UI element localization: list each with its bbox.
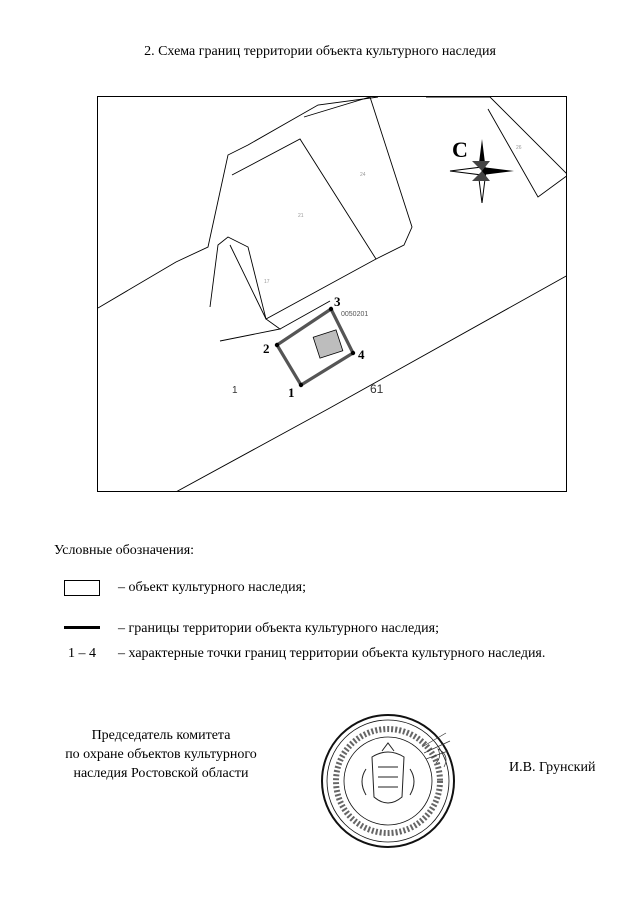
legend-item-boundary	[54, 621, 574, 641]
signatory-position-line-2: по охране объектов культурного	[65, 747, 257, 762]
parcel-outline-26	[426, 97, 567, 197]
parcel-outline-17	[210, 237, 280, 341]
parcel-outline-24	[304, 97, 412, 259]
cadastral-number: 0050201	[341, 311, 369, 318]
parcel-label-1: 1	[232, 385, 238, 396]
legend-object-text: – объект культурного наследия;	[118, 580, 306, 595]
boundary-point-label-3: 3	[334, 294, 341, 309]
boundary-point-1-marker	[299, 383, 303, 387]
parcel-label-24: 24	[360, 172, 366, 178]
boundary-point-label-2: 2	[263, 341, 270, 356]
legend-heading: Условные обозначения:	[54, 543, 195, 558]
page-title: 2. Схема границ территории объекта культурного наследия	[144, 44, 496, 59]
legend-boundary-swatch	[64, 626, 100, 629]
site-plan-map	[97, 96, 567, 492]
seal-stamp-icon	[318, 711, 458, 851]
official-seal	[318, 711, 458, 851]
heritage-object-footprint	[313, 330, 343, 358]
legend-item-points	[54, 646, 594, 666]
boundary-point-label-4: 4	[358, 347, 365, 362]
road-edge-upper	[98, 97, 378, 308]
parcel-outline-21	[230, 139, 376, 319]
parcel-label-61: 61	[370, 382, 384, 396]
parcel-label-26: 26	[516, 145, 522, 151]
legend-item-object	[54, 580, 574, 600]
boundary-point-3-marker	[329, 307, 333, 311]
boundary-point-2-marker	[275, 343, 279, 347]
legend-points-range: 1 – 4	[68, 646, 96, 661]
site-plan-drawing	[98, 97, 567, 492]
north-arrow-icon	[450, 137, 514, 203]
parcel-label-21: 21	[298, 213, 304, 219]
boundary-point-4-marker	[351, 351, 355, 355]
parcel-label-17: 17	[264, 279, 270, 285]
signatory-position-line-1: Председатель комитета	[91, 728, 231, 743]
signatory-position	[54, 726, 268, 783]
signatory-position-line-3: наследия Ростовской области	[73, 766, 249, 781]
north-letter: С	[452, 137, 468, 162]
legend-points-text: – характерные точки границ территории объекта культурного наследия.	[118, 646, 546, 661]
legend-object-swatch	[64, 580, 100, 596]
boundary-point-label-1: 1	[288, 385, 295, 400]
legend-boundary-text: – границы территории объекта культурного наследия;	[118, 621, 439, 636]
signer-name: И.В. Грунский	[509, 760, 596, 775]
